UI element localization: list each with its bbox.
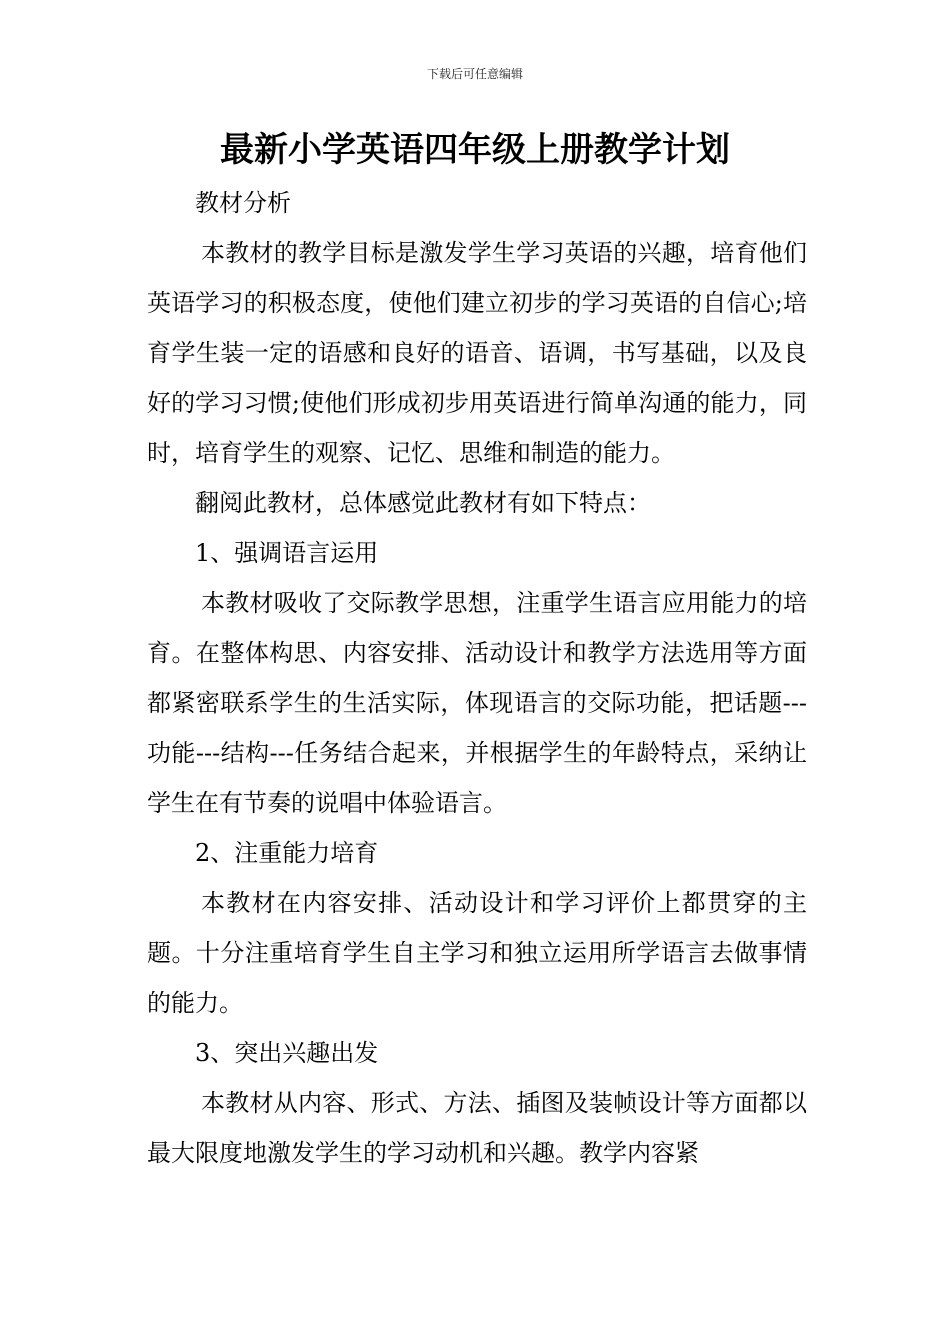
section-heading: 2、注重能力培育 xyxy=(195,839,379,867)
paragraph: 本教材在内容安排、活动设计和学习评价上都贯穿的主题。十分注重培育学生自主学习和独立运用所学语言去做事情的能力。 xyxy=(147,889,807,1017)
paragraph: 本教材的教学目标是激发学生学习英语的兴趣，培育他们英语学习的积极态度，使他们建立初步的学习英语的自信心;培育学生装一定的语感和良好的语音、语调，书写基础，以及良好的学习习惯;使他们形成初步用英语进行简单沟通的能力，同时，培育学生的观察、记忆、思维和制造的能力。 xyxy=(147,239,807,467)
header-note: 下载后可任意编辑 xyxy=(426,67,523,81)
paragraph: 本教材从内容、形式、方法、插图及装帧设计等方面都以最大限度地激发学生的学习动机和兴趣。教学内容紧 xyxy=(147,1089,807,1167)
section-heading: 3、突出兴趣出发 xyxy=(195,1039,379,1067)
section-heading: 翻阅此教材，总体感觉此教材有如下特点： xyxy=(195,489,651,517)
document-body xyxy=(147,178,807,1178)
document-title: 最新小学英语四年级上册教学计划 xyxy=(220,130,730,170)
paragraph: 本教材吸收了交际教学思想，注重学生语言应用能力的培育。在整体构思、内容安排、活动设计和教学方法选用等方面都紧密联系学生的生活实际，体现语言的交际功能，把话题---功能---结构---任务结合起来，并根据学生的年龄特点，采纳让学生在有节奏的说唱中体验语言。 xyxy=(147,589,807,817)
section-heading: 教材分析 xyxy=(195,189,291,217)
section-heading: 1、强调语言运用 xyxy=(195,539,379,567)
